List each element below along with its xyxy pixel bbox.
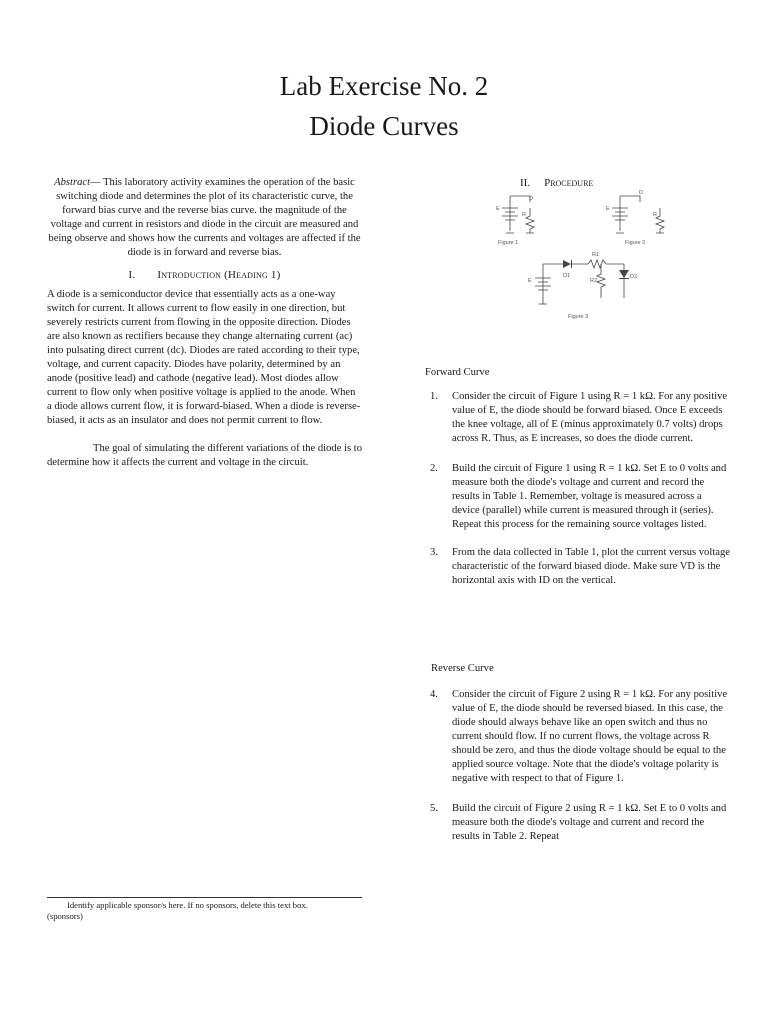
footnote-divider: [47, 897, 362, 898]
step-text: Build the circuit of Figure 1 using R = 1 kΩ. Set E to 0 volts and measure both the diode's voltage and current and record the results in Table 1. Remember, voltage is measured across a device (parallel) while current is measured through it (series). Repeat this process for the remaining source voltages listed.: [452, 463, 727, 530]
fig2-e-label: E: [606, 206, 610, 212]
fig1-r-label: R: [522, 212, 526, 218]
list-item: [428, 462, 730, 532]
intro-heading-text: Introduction (Heading 1): [157, 269, 281, 281]
step-number: 3.: [430, 547, 438, 558]
abstract-lead: Abstract: [54, 177, 91, 188]
intro-paragraph-1: A diode is a semiconductor device that essentially acts as a one-way switch for current. It allows current to flow easily in one direction, but severely restricts current from flowing in the opposite direction. Diodes are also known as rectifiers because they change alternating current (ac) into pulsating direct current (dc). Diodes are rated according to their type, voltage, and current capacity. Diodes have polarity, determined by an anode (positive lead) and cathode (negative lead). Most diodes allow current to flow only when positive voltage is applied to the anode. When a diode allows current flow, it is forward-biased. When a diode is reverse-biased, it acts as an insulator and does not permit current to flow.: [47, 289, 361, 426]
list-item: [428, 688, 730, 786]
fig1-e-label: E: [496, 206, 500, 212]
page-subtitle: Diode Curves: [309, 111, 459, 141]
fig3-e-label: E: [528, 278, 532, 284]
circuit-diagrams: [488, 186, 698, 326]
procedure-heading-text: Procedure: [544, 177, 594, 189]
fig2-r-label: R: [653, 212, 657, 218]
intro-number: I.: [128, 269, 136, 281]
reverse-steps: [428, 688, 730, 858]
footnote-line-1: Identify applicable sponsor/s here. If no sponsors, delete this text box.: [67, 900, 308, 910]
fig3-r1-label: R1: [592, 252, 600, 258]
abstract-text: — This laboratory activity examines the operation of the basic switching diode and determines the plot of its characteristic curve, the forward bias curve and the reverse bias curve. the magnitude of the voltage and current in resistors and diode in the circuit are measured and being observe and shows how the currents and voltages are affected if the diode is in forward and reverse bias.: [48, 177, 361, 258]
fig3-d2-label: D2: [630, 274, 638, 280]
step-text: Build the circuit of Figure 2 using R = 1 kΩ. Set E to 0 volts and measure both the diode's voltage and current and record the results in Table 2. Repeat: [452, 803, 727, 842]
left-column: [47, 176, 362, 470]
fig2-d-label: D: [639, 190, 643, 196]
footnote-line-2: (sponsors): [47, 911, 83, 921]
figure-2-caption: Figure 2: [625, 240, 646, 246]
fig1-d-label: D: [529, 196, 533, 202]
step-text: From the data collected in Table 1, plot the current versus voltage characteristic of the forward biased diode. Make sure VD is the horizontal axis with ID on the vertical.: [452, 547, 730, 586]
list-item: [428, 802, 730, 844]
step-number: 4.: [430, 689, 438, 700]
list-item: [428, 390, 730, 446]
step-text: Consider the circuit of Figure 2 using R = 1 kΩ. For any positive value of E, the diode should be reversed biased. In this case, the diode should always behave like an open switch and thus no current should flow. If no current flows, the voltage across R should be zero, and thus the diode voltage should be equal to the applied source voltage. Note that the diode's voltage polarity is negative with respect to that of Figure 1.: [452, 689, 728, 784]
forward-curve-heading: Forward Curve: [425, 367, 490, 378]
reverse-curve-heading: Reverse Curve: [431, 663, 494, 674]
step-number: 5.: [430, 803, 438, 814]
figure-3-caption: Figure 3: [568, 314, 589, 320]
figure-1-caption: Figure 1: [498, 240, 519, 246]
list-item: [428, 546, 730, 588]
step-number: 2.: [430, 463, 438, 474]
abstract: [47, 176, 362, 260]
fig3-r2-label: R2: [590, 278, 598, 284]
fig3-d1-label: D1: [563, 273, 571, 279]
footnote: [47, 900, 362, 922]
forward-steps: [428, 390, 730, 602]
page-title: Lab Exercise No. 2: [279, 71, 489, 101]
intro-paragraph-2: The goal of simulating the different variations of the diode is to determine how it affects the current and voltage in the circuit.: [47, 443, 362, 468]
step-number: 1.: [430, 391, 438, 402]
step-text: Consider the circuit of Figure 1 using R = 1 kΩ. For any positive value of E, the diode should be forward biased. Once E exceeds the knee voltage, all of E (minus approximately 0.7 volts) drops across R. Thus, as E increases, so does the diode current.: [452, 391, 728, 444]
procedure-number: II.: [520, 177, 531, 189]
intro-heading: [47, 268, 362, 282]
